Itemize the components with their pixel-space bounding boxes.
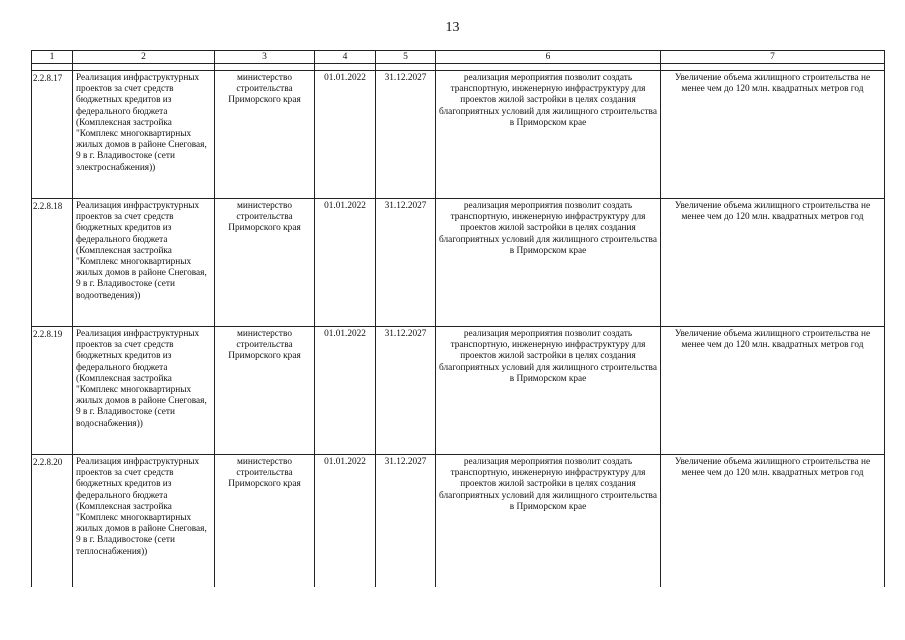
row-name: Реализация инфраструктурных проектов за счет средств бюджетных кредитов из федерального бюджета (Комплексная застройка "Комплекс многоквартирных жилых домов в районе Снеговая, 9 в г. Владивостоке (сети водоснабжения)) xyxy=(73,327,215,455)
column-header: 6 xyxy=(436,51,661,64)
row-executor: министерство строительства Приморского края xyxy=(215,455,315,588)
row-indicator: Увеличение объема жилищного строительства не менее чем до 120 млн. квадратных метров год xyxy=(661,327,885,455)
header-spacer xyxy=(32,64,885,71)
row-executor: министерство строительства Приморского края xyxy=(215,199,315,327)
row-start-date: 01.01.2022 xyxy=(315,327,376,455)
row-indicator: Увеличение объема жилищного строительства не менее чем до 120 млн. квадратных метров год xyxy=(661,455,885,588)
row-code: 2.2.8.18 xyxy=(32,199,73,327)
column-header: 7 xyxy=(661,51,885,64)
row-executor: министерство строительства Приморского края xyxy=(215,71,315,199)
row-start-date: 01.01.2022 xyxy=(315,71,376,199)
row-name: Реализация инфраструктурных проектов за счет средств бюджетных кредитов из федерального бюджета (Комплексная застройка "Комплекс многоквартирных жилых домов в районе Снеговая, 9 в г. Владивостоке (сети электроснабжения)) xyxy=(73,71,215,199)
row-start-date: 01.01.2022 xyxy=(315,455,376,588)
column-header: 3 xyxy=(215,51,315,64)
row-result: реализация мероприятия позволит создать транспортную, инженерную инфраструктуру для проектов жилой застройки в целях создания благоприятных условий для жилищного строительства в Приморском крае xyxy=(436,71,661,199)
row-code: 2.2.8.20 xyxy=(32,455,73,588)
row-code: 2.2.8.17 xyxy=(32,71,73,199)
row-result: реализация мероприятия позволит создать транспортную, инженерную инфраструктуру для проектов жилой застройки в целях создания благоприятных условий для жилищного строительства в Приморском крае xyxy=(436,327,661,455)
column-header: 2 xyxy=(73,51,215,64)
row-result: реализация мероприятия позволит создать транспортную, инженерную инфраструктуру для проектов жилой застройки в целях создания благоприятных условий для жилищного строительства в Приморском крае xyxy=(436,199,661,327)
column-header: 5 xyxy=(376,51,436,64)
row-end-date: 31.12.2027 xyxy=(376,199,436,327)
activities-table xyxy=(31,50,885,587)
column-header: 4 xyxy=(315,51,376,64)
row-name: Реализация инфраструктурных проектов за счет средств бюджетных кредитов из федерального бюджета (Комплексная застройка "Комплекс многоквартирных жилых домов в районе Снеговая, 9 в г. Владивостоке (сети теплоснабжения)) xyxy=(73,455,215,588)
table-row xyxy=(32,199,885,327)
row-end-date: 31.12.2027 xyxy=(376,71,436,199)
row-result: реализация мероприятия позволит создать транспортную, инженерную инфраструктуру для проектов жилой застройки в целях создания благоприятных условий для жилищного строительства в Приморском крае xyxy=(436,455,661,588)
table-row xyxy=(32,71,885,199)
row-code: 2.2.8.19 xyxy=(32,327,73,455)
row-end-date: 31.12.2027 xyxy=(376,327,436,455)
page-number: 13 xyxy=(445,20,460,35)
row-indicator: Увеличение объема жилищного строительства не менее чем до 120 млн. квадратных метров год xyxy=(661,199,885,327)
row-start-date: 01.01.2022 xyxy=(315,199,376,327)
column-header: 1 xyxy=(32,51,73,64)
row-executor: министерство строительства Приморского края xyxy=(215,327,315,455)
table-row xyxy=(32,455,885,588)
column-number-header xyxy=(32,51,885,64)
table-row xyxy=(32,327,885,455)
row-name: Реализация инфраструктурных проектов за счет средств бюджетных кредитов из федерального бюджета (Комплексная застройка "Комплекс многоквартирных жилых домов в районе Снеговая, 9 в г. Владивостоке (сети водоотведения)) xyxy=(73,199,215,327)
row-end-date: 31.12.2027 xyxy=(376,455,436,588)
row-indicator: Увеличение объема жилищного строительства не менее чем до 120 млн. квадратных метров год xyxy=(661,71,885,199)
